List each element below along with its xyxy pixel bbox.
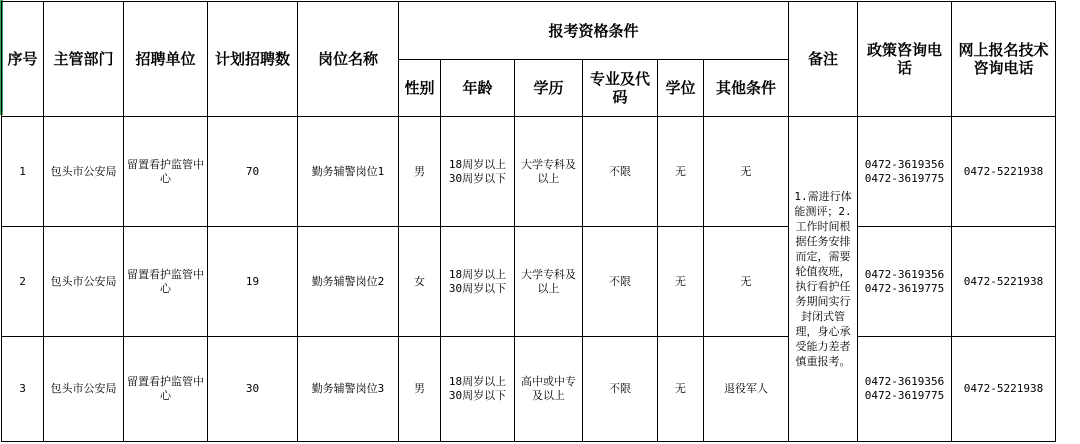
cell-dept: 包头市公安局 <box>44 337 124 442</box>
cell-other: 无 <box>704 117 789 227</box>
cell-dept: 包头市公安局 <box>44 117 124 227</box>
table-row <box>2 337 1056 442</box>
cell-tech-phone: 0472-5221938 <box>952 117 1056 227</box>
header-age: 年龄 <box>441 60 515 117</box>
cell-unit: 留置看护监管中心 <box>124 227 208 337</box>
header-seq: 序号 <box>2 2 44 117</box>
header-edu: 学历 <box>515 60 583 117</box>
cell-remark: 1.需进行体能测评；2.工作时间根据任务安排而定，需要轮值夜班，执行看护任务期间实行封闭式管理，身心承受能力差者慎重报考。 <box>789 117 858 442</box>
cell-edu: 高中或中专及以上 <box>515 337 583 442</box>
cell-tech-phone: 0472-5221938 <box>952 337 1056 442</box>
table-row <box>2 227 1056 337</box>
cell-gender: 男 <box>399 117 441 227</box>
cell-major: 不限 <box>583 227 658 337</box>
cell-tech-phone: 0472-5221938 <box>952 227 1056 337</box>
cell-other: 无 <box>704 227 789 337</box>
cell-major: 不限 <box>583 337 658 442</box>
cell-policy-phone: 0472-3619356 0472-3619775 <box>858 337 952 442</box>
cell-seq: 2 <box>2 227 44 337</box>
header-plan: 计划招聘数 <box>208 2 298 117</box>
cell-degree: 无 <box>658 117 704 227</box>
table-row <box>2 117 1056 227</box>
cell-plan: 19 <box>208 227 298 337</box>
cell-seq: 1 <box>2 117 44 227</box>
header-unit: 招聘单位 <box>124 2 208 117</box>
cell-unit: 留置看护监管中心 <box>124 337 208 442</box>
header-tech-phone: 网上报名技术咨询电话 <box>952 2 1056 117</box>
cell-plan: 30 <box>208 337 298 442</box>
header-policy-phone: 政策咨询电话 <box>858 2 952 117</box>
cell-age: 18周岁以上30周岁以下 <box>441 227 515 337</box>
cell-gender: 男 <box>399 337 441 442</box>
cell-other: 退役军人 <box>704 337 789 442</box>
cell-major: 不限 <box>583 117 658 227</box>
header-post: 岗位名称 <box>298 2 399 117</box>
cell-edu: 大学专科及以上 <box>515 227 583 337</box>
cell-dept: 包头市公安局 <box>44 227 124 337</box>
cell-age: 18周岁以上30周岁以下 <box>441 117 515 227</box>
cell-gender: 女 <box>399 227 441 337</box>
header-degree: 学位 <box>658 60 704 117</box>
header-qualification-group: 报考资格条件 <box>399 2 789 60</box>
cell-seq: 3 <box>2 337 44 442</box>
header-remark: 备注 <box>789 2 858 117</box>
header-gender: 性别 <box>399 60 441 117</box>
cell-edu: 大学专科及以上 <box>515 117 583 227</box>
cell-post: 勤务辅警岗位2 <box>298 227 399 337</box>
cell-plan: 70 <box>208 117 298 227</box>
cell-unit: 留置看护监管中心 <box>124 117 208 227</box>
cell-post: 勤务辅警岗位1 <box>298 117 399 227</box>
header-dept: 主管部门 <box>44 2 124 117</box>
cell-policy-phone: 0472-3619356 0472-3619775 <box>858 227 952 337</box>
cell-policy-phone: 0472-3619356 0472-3619775 <box>858 117 952 227</box>
cell-post: 勤务辅警岗位3 <box>298 337 399 442</box>
header-major: 专业及代码 <box>583 60 658 117</box>
cell-degree: 无 <box>658 227 704 337</box>
header-other: 其他条件 <box>704 60 789 117</box>
recruitment-table <box>1 1 1056 442</box>
cell-degree: 无 <box>658 337 704 442</box>
cell-age: 18周岁以上30周岁以下 <box>441 337 515 442</box>
